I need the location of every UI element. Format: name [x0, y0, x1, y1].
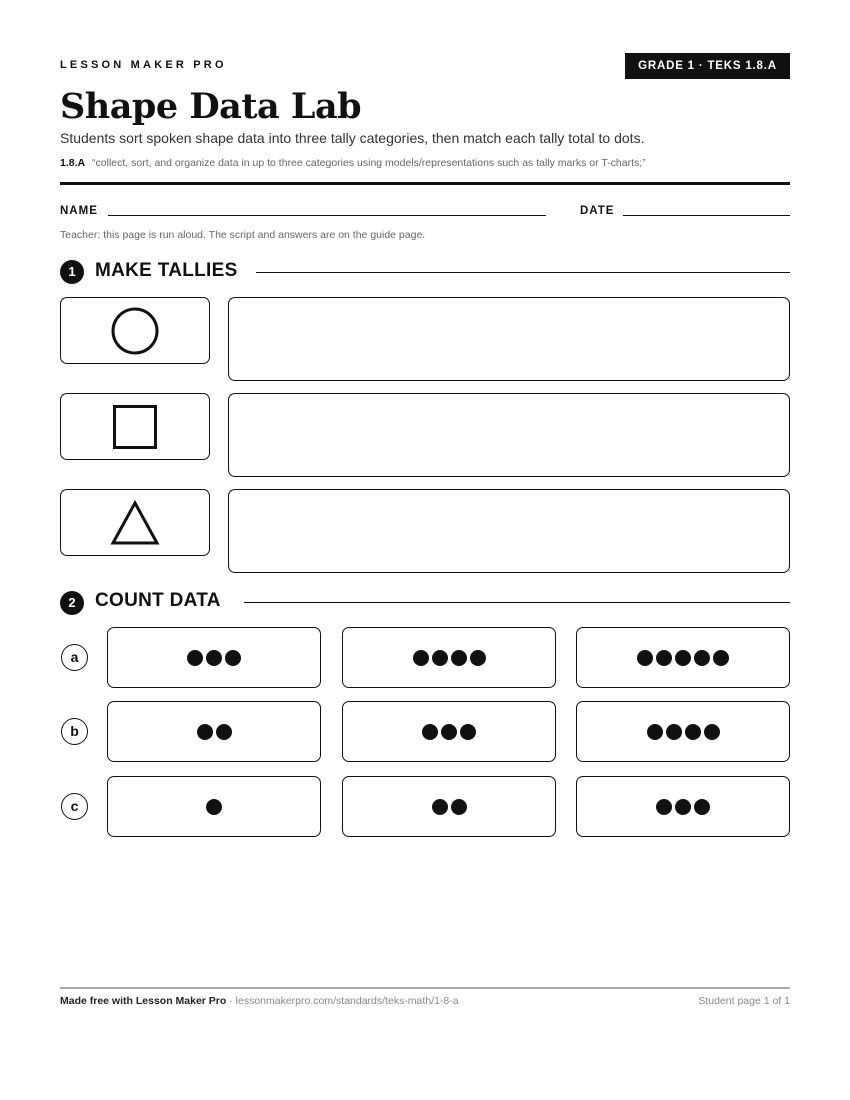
dot [197, 724, 213, 740]
name-field[interactable] [108, 215, 546, 216]
page-number: Student page 1 of 1 [698, 995, 790, 1007]
section-1-title: MAKE TALLIES [95, 260, 238, 281]
dot-option-b-3[interactable] [576, 701, 790, 762]
circle-shape-icon [110, 306, 160, 356]
standard-code: 1.8.A [60, 157, 86, 169]
dot [675, 650, 691, 666]
row-letter-a: a [61, 644, 88, 671]
tally-box-square[interactable] [228, 393, 790, 477]
footer-brand: Made free with Lesson Maker Pro [60, 995, 227, 1007]
tally-box-triangle[interactable] [228, 489, 790, 573]
dot-option-a-1[interactable] [107, 627, 321, 688]
section-2-rule [244, 602, 790, 603]
triangle-shape-icon [110, 500, 160, 546]
shape-card-square [60, 393, 210, 460]
dot [206, 650, 222, 666]
date-field[interactable] [623, 215, 790, 216]
grade-badge: GRADE 1 · TEKS 1.8.A [625, 53, 790, 79]
dot [432, 650, 448, 666]
row-letter-c: c [61, 793, 88, 820]
dot-option-c-3[interactable] [576, 776, 790, 837]
dot [656, 650, 672, 666]
section-1-number: 1 [60, 260, 84, 284]
dot [441, 724, 457, 740]
dot [422, 724, 438, 740]
dot-option-b-2[interactable] [342, 701, 556, 762]
tally-box-circle[interactable] [228, 297, 790, 381]
header-divider [60, 182, 790, 185]
dot [637, 650, 653, 666]
dot [216, 724, 232, 740]
dot [432, 799, 448, 815]
dot-option-a-3[interactable] [576, 627, 790, 688]
footer-url[interactable]: lessonmakerpro.com/standards/teks-math/1-8-a [235, 995, 459, 1007]
dot [451, 650, 467, 666]
dot [225, 650, 241, 666]
page-subtitle: Students sort spoken shape data into three tally categories, then match each tally total to dots. [60, 130, 645, 146]
dot [413, 650, 429, 666]
footer-credit [60, 995, 459, 1007]
square-shape-icon [112, 404, 158, 450]
dot [470, 650, 486, 666]
teacher-note: Teacher: this page is run aloud. The script and answers are on the guide page. [60, 229, 426, 241]
shape-card-triangle [60, 489, 210, 556]
dot [656, 799, 672, 815]
dot-option-a-2[interactable] [342, 627, 556, 688]
dot [451, 799, 467, 815]
dot-option-c-1[interactable] [107, 776, 321, 837]
section-2-number: 2 [60, 591, 84, 615]
dot [187, 650, 203, 666]
shape-card-circle [60, 297, 210, 364]
row-letter-b: b [61, 718, 88, 745]
dot-option-b-1[interactable] [107, 701, 321, 762]
dot [675, 799, 691, 815]
brand-wordmark: LESSON MAKER PRO [60, 59, 227, 71]
dot [647, 724, 663, 740]
dot [694, 650, 710, 666]
dot [694, 799, 710, 815]
footer-divider [60, 987, 790, 989]
dot-option-c-2[interactable] [342, 776, 556, 837]
dot [206, 799, 222, 815]
dot [704, 724, 720, 740]
footer-separator: · [229, 995, 233, 1007]
page-title: Shape Data Lab [60, 86, 362, 127]
name-label: NAME [60, 205, 98, 217]
standard-text: “collect, sort, and organize data in up to three categories using models/representations such as tally marks or T-charts;” [92, 157, 646, 169]
standard-line [60, 157, 646, 169]
dot [460, 724, 476, 740]
dot [685, 724, 701, 740]
date-label: DATE [580, 205, 615, 217]
section-1-rule [256, 272, 790, 273]
dot [666, 724, 682, 740]
dot [713, 650, 729, 666]
section-2-title: COUNT DATA [95, 590, 221, 611]
